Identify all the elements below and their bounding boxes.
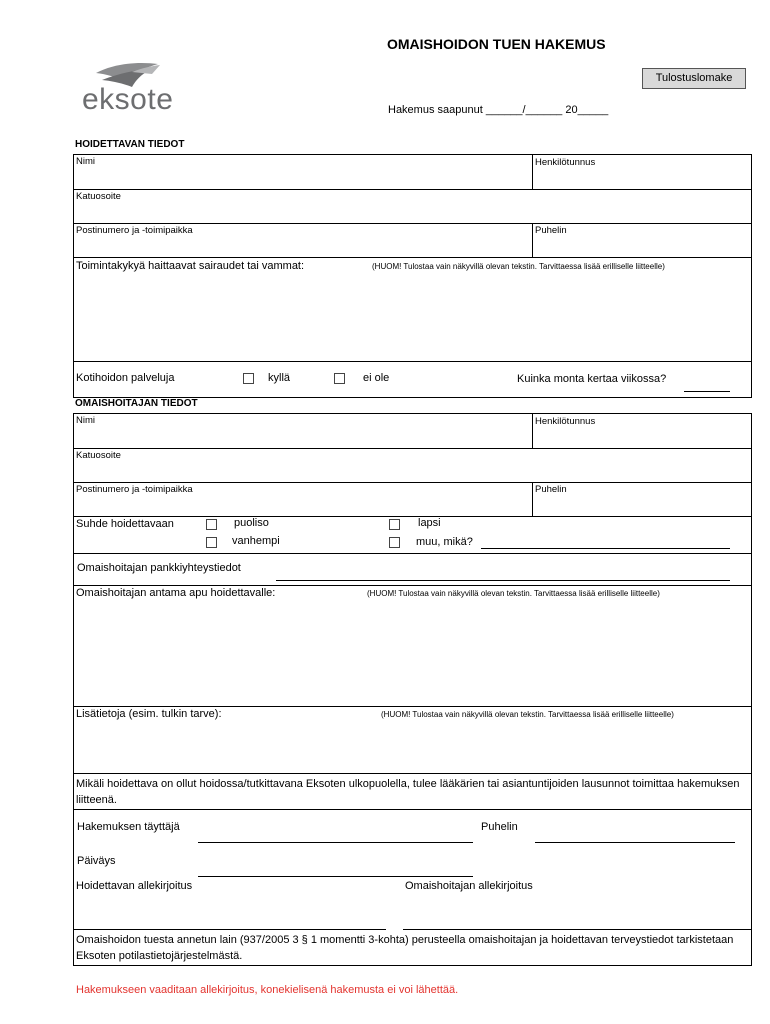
relation-other-label: muu, mikä? (416, 536, 473, 548)
recipient-signature-label: Hoidettavan allekirjoitus (76, 880, 193, 892)
home-care-yes-label: kyllä (268, 372, 291, 384)
caregiver-ssn-field[interactable]: Henkilötunnus (535, 416, 596, 427)
date-input[interactable] (198, 876, 473, 877)
signature-required-warning: Hakemukseen vaaditaan allekirjoitus, konekielisenä hakemusta ei voi lähettää. (76, 984, 459, 996)
relation-other-input[interactable] (481, 548, 730, 549)
recipient-postal-field[interactable]: Postinumero ja -toimipaikka (76, 225, 193, 236)
caregiver-help-field[interactable]: Omaishoitajan antama apu hoidettavalle: (76, 587, 276, 599)
recipient-illness-field[interactable]: Toimintakykyä haittaavat sairaudet tai vammat: (76, 260, 305, 272)
recipient-illness-note: (HUOM! Tulostaa vain näkyvillä olevan tekstin. Tarvittaessa lisää erilliselle liitteelle) (372, 262, 665, 271)
recipient-phone-field[interactable]: Puhelin (535, 225, 567, 236)
caregiver-phone-field[interactable]: Puhelin (535, 484, 567, 495)
relation-child-checkbox[interactable] (389, 519, 400, 530)
bank-details-input[interactable] (276, 580, 730, 581)
received-date-field: Hakemus saapunut ______/______ 20_____ (388, 104, 609, 116)
bank-details-label: Omaishoitajan pankkiyhteystiedot (77, 562, 241, 574)
recipient-name-field[interactable]: Nimi (76, 156, 95, 167)
date-label: Päiväys (77, 855, 116, 867)
home-care-no-label: ei ole (363, 372, 390, 384)
extra-info-field[interactable]: Lisätietoja (esim. tulkin tarve): (76, 708, 222, 720)
filler-name-input[interactable] (198, 842, 473, 843)
print-form-button[interactable]: Tulostuslomake (642, 68, 746, 89)
caregiver-postal-field[interactable]: Postinumero ja -toimipaikka (76, 484, 193, 495)
relation-label: Suhde hoidettavaan (76, 518, 174, 530)
filler-phone-input[interactable] (535, 842, 735, 843)
home-care-yes-checkbox[interactable] (243, 373, 254, 384)
relation-parent-checkbox[interactable] (206, 537, 217, 548)
relation-spouse-label: puoliso (234, 517, 269, 529)
caregiver-section-title: OMAISHOITAJAN TIEDOT (75, 398, 198, 409)
extra-info-note: (HUOM! Tulostaa vain näkyvillä olevan tekstin. Tarvittaessa lisää erilliselle liitteelle) (381, 710, 674, 719)
relation-spouse-checkbox[interactable] (206, 519, 217, 530)
filler-phone-label: Puhelin (481, 821, 518, 833)
care-recipient-section-title: HOIDETTAVAN TIEDOT (75, 139, 185, 150)
caregiver-signature-line[interactable] (403, 929, 751, 930)
recipient-address-field[interactable]: Katuosoite (76, 191, 121, 202)
form-title: OMAISHOIDON TUEN HAKEMUS (387, 36, 606, 52)
home-care-no-checkbox[interactable] (334, 373, 345, 384)
law-notice: Omaishoidon tuesta annetun lain (937/2005 3 § 1 momentti 3-kohta) perusteella omaishoitajan ja hoidettavan terveystiedot tarkistetaan Eksoten potilastietojärjestelmästä. (76, 934, 734, 962)
recipient-ssn-field[interactable]: Henkilötunnus (535, 157, 596, 168)
visits-per-week-input[interactable] (684, 391, 730, 392)
visits-per-week-label: Kuinka monta kertaa viikossa? (517, 373, 667, 385)
caregiver-signature-label: Omaishoitajan allekirjoitus (405, 880, 533, 892)
outside-care-notice: Mikäli hoidettava on ollut hoidossa/tutkittavana Eksoten ulkopuolella, tulee lääkärien tai asiantuntijoiden lausunnot toimittaa hakemuksen liitteenä. (76, 778, 740, 806)
home-care-label: Kotihoidon palveluja (76, 372, 175, 384)
relation-child-label: lapsi (418, 517, 441, 529)
caregiver-help-note: (HUOM! Tulostaa vain näkyvillä olevan tekstin. Tarvittaessa lisää erilliselle liitteelle) (367, 589, 660, 598)
caregiver-box (73, 413, 752, 517)
relation-other-checkbox[interactable] (389, 537, 400, 548)
relation-parent-label: vanhempi (232, 535, 280, 547)
filler-label: Hakemuksen täyttäjä (77, 821, 180, 833)
caregiver-address-field[interactable]: Katuosoite (76, 450, 121, 461)
caregiver-name-field[interactable]: Nimi (76, 415, 95, 426)
eksote-logo-text: eksote (82, 83, 174, 116)
recipient-signature-line[interactable] (73, 929, 386, 930)
